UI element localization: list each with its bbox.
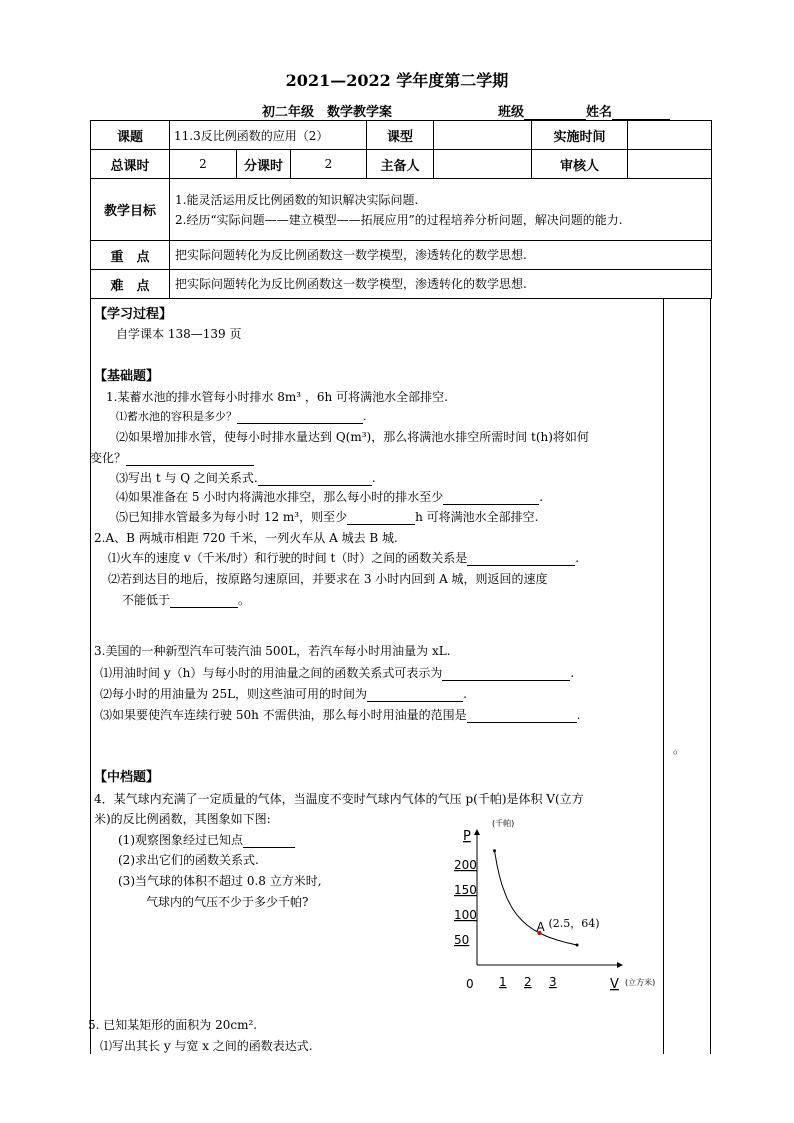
point-a-label: A [536,920,545,934]
x-tick-label: 1 [499,975,507,989]
difficult-point-value: 把实际问题转化为反比例函数这一数学模型，渗透转化的数学思想. [170,270,712,299]
lesson-info-table [90,120,712,299]
date-label: 实施时间 [532,121,628,150]
type-value[interactable] [434,121,532,150]
goals-cell [170,179,712,241]
q3-part2-blank[interactable] [367,701,463,702]
q2-part1-text: ⑴火车的速度 v（千米/时）和行驶的时间 t（时）之间的函数关系是 [108,551,468,565]
q4-line1: 4．某气球内充满了一定质量的气体，当温度不变时气球内气体的气压 p(千帕)是体积 V(立方 [94,792,584,806]
q4-part1-text: (1)观察图象经过已知点 [118,833,243,847]
total-hours-label: 总课时 [91,150,170,179]
x-axis-label: V [610,977,619,992]
topic-label: 课题 [91,121,170,150]
q4-part1-blank[interactable] [243,847,295,848]
page-title: 2021—2022 学年度第二学期 [285,71,509,90]
reviewer-label: 审核人 [532,150,628,179]
q1-stem: 1.某蓄水池的排水管每小时排水 8m³ ，6h 可将满池水全部排空. [106,390,448,404]
goals-label: 教学目标 [91,179,170,241]
y-tick-label: 50 [454,933,470,947]
middle-heading: 【中档题】 [94,770,160,785]
q3-part3-blank[interactable] [467,722,577,723]
q1-part1: ⑴蓄水池的容积是多少？ . [116,410,367,423]
basic-heading: 【基础题】 [94,369,160,384]
q3-part1: ⑴用油时间 y（h）与每小时的用油量之间的函数关系式可表示为 . [100,666,575,680]
origin-label: 0 [466,977,474,991]
q1-part3-blank[interactable] [258,485,372,486]
topic-value: 11.3反比例函数的应用（2） [170,121,367,150]
q4-part2: (2)求出它们的函数关系式. [118,853,259,867]
preparer-value[interactable] [434,150,532,179]
q4-line2: 米)的反比例函数，其图象如下图: [94,812,271,826]
q2-part1-blank[interactable] [467,565,575,566]
difficult-point-label: 难 点 [91,270,170,299]
key-point-label: 重 点 [91,241,170,270]
goal-item: 1.能灵活运用反比例函数的知识解决实际问题. [175,192,419,207]
type-label: 课型 [367,121,434,150]
reviewer-value[interactable] [628,150,712,179]
class-label: 班级 [498,105,525,120]
y-tick-label: 150 [454,883,477,897]
side-mark: 。 [673,742,686,756]
key-point-value: 把实际问题转化为反比例函数这一数学模型，渗透转化的数学思想. [170,241,712,270]
q3-part3: ⑶如果要使汽车连续行驶 50h 不需供油，那么每小时用油量的范围是 . [100,708,581,722]
process-heading: 【学习过程】 [94,307,173,322]
q1-part3: ⑶写出 t 与 Q 之间关系式. . [116,471,376,485]
q3-part1-blank[interactable] [442,680,570,681]
q3-part2: ⑵每小时的用油量为 25L，则这些油可用的时间为 . [100,687,467,701]
sub-hours-label: 分课时 [237,150,291,179]
y-tick-label: 200 [454,858,477,872]
q4-part3-line2: 气球内的气压不少于多少千帕? [146,895,309,909]
q2-part2-line2: 不能低于 。 [122,593,251,607]
grade-subject: 初二年级 数学教学案 [262,105,393,120]
q3-part3-text: ⑶如果要使汽车连续行驶 50h 不需供油，那么每小时用油量的范围是 [100,708,467,722]
q1-part4-blank[interactable] [443,504,539,505]
q1-part1-text: ⑴蓄水池的容积是多少？ [116,410,237,423]
q2-part2-blank[interactable] [170,607,238,608]
q1-part1-blank[interactable] [237,423,363,424]
q5-part1: ⑴写出其长 y 与宽 x 之间的函数表达式. [100,1039,313,1053]
self-study-text: 自学课本 138—139 页 [116,327,242,341]
q4-part1 [118,831,295,848]
q1-part4-text: ⑷如果准备在 5 小时内将满池水排空，那么每小时的排水至少 [116,490,444,504]
point-a-coords: (2.5，64) [548,917,600,930]
y-axis-label: P [463,829,471,844]
q3-part2-text: ⑵每小时的用油量为 25L，则这些油可用的时间为 [100,687,368,701]
sub-hours-value: 2 [291,150,367,179]
q1-part5-blank[interactable] [347,524,415,525]
goal-item: 2.经历“实际问题——建立模型——拓展应用”的过程培养分析问题，解决问题的能力. [175,212,623,227]
q2-stem: 2.A、B 两城市相距 720 千米，一列火车从 A 城去 B 城. [94,531,398,545]
q1-part3-text: ⑶写出 t 与 Q 之间关系式. [116,471,258,485]
class-name-field [498,101,670,120]
q1-part2-line1: ⑵如果增加排水管，使每小时排水量达到 Q(m³)，那么将满池水排空所需时间 t(h)将如何 [116,430,589,444]
preparer-label: 主备人 [367,150,434,179]
q2-part1: ⑴火车的速度 v（千米/时）和行驶的时间 t（时）之间的函数关系是 . [108,551,580,565]
q1-part4: ⑷如果准备在 5 小时内将满池水排空，那么每小时的排水至少 . [116,490,544,504]
q1-part5-text-b: h 可将满池水全部排空. [415,510,539,524]
q1-part5 [116,508,538,525]
x-tick-label: 2 [524,975,532,989]
q1-part2-text: 变化？ [90,451,127,465]
curve-end-point [576,944,579,947]
q1-part5-text-a: ⑸已知排水管最多为每小时 12 m³，则至少 [116,510,348,524]
total-hours-value: 2 [170,150,237,179]
x-tick-label: 3 [549,975,557,989]
q2-part2-text: 不能低于 [122,593,171,607]
date-value[interactable] [628,121,712,150]
curve-start-point [493,849,496,852]
q3-part1-text: ⑴用油时间 y（h）与每小时的用油量之间的函数关系式可表示为 [100,666,443,680]
y-tick-label: 100 [454,908,477,922]
y-unit-label: (千帕) [492,819,515,828]
x-unit-label: (立方米) [625,978,656,987]
q3-stem: 3.美国的一种新型汽车可装汽油 500L，若汽车每小时用油量为 xL. [94,644,451,658]
q1-part2-blank[interactable] [126,465,254,466]
q4-part3-line1: (3)当气球的体积不超过 0.8 立方米时, [118,874,322,888]
pressure-volume-chart [450,812,670,1002]
name-label: 姓名 [586,105,613,120]
q2-part2-line1: ⑵若到达目的地后，按原路匀速原回，并要求在 3 小时内回到 A 城，则返回的速度 [108,572,548,586]
q1-part2-line2 [90,449,254,466]
q5-stem: 5. 已知某矩形的面积为 20cm². [88,1018,258,1032]
